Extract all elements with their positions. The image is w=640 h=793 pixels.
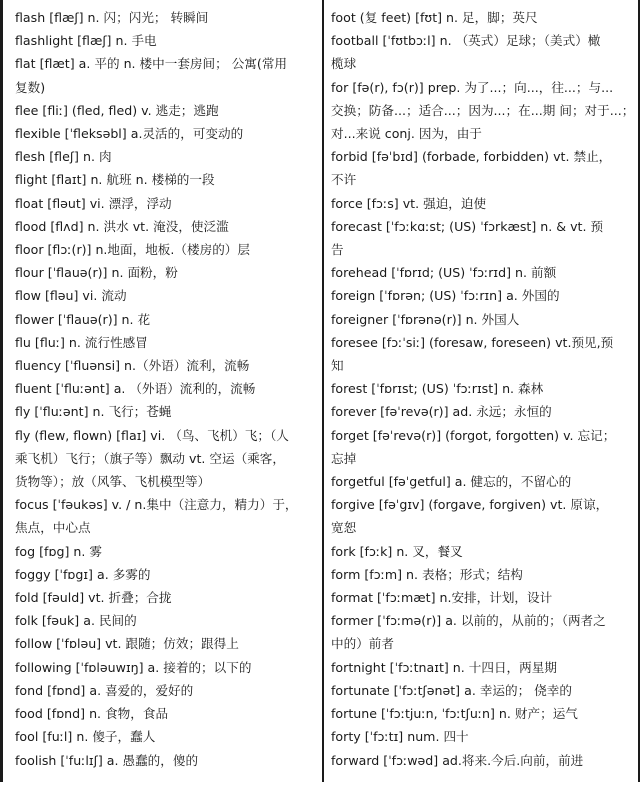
vocab-entry: [331, 308, 633, 331]
vocab-entry-line: fool [fuːl] n. 傻子，蠢人: [15, 729, 156, 745]
vocab-entry-line: folk [fəuk] a. 民间的: [15, 613, 137, 629]
vocab-entry-line: follow [ˈfɒləu] vt. 跟随；仿效；跟得上: [15, 636, 239, 652]
vocab-entry: [15, 6, 315, 29]
vocab-entry-line: fluency [ˈfluənsi] n.（外语）流利，流畅: [15, 358, 250, 374]
vocab-entry: [331, 470, 633, 493]
vocab-entry-line: 告: [331, 242, 344, 258]
vocab-entry-line: 焦点，中心点: [15, 520, 91, 536]
vocab-entry-line: flow [fləu] vi. 流动: [15, 288, 127, 304]
vocab-entry-line: forgetful [fəˈgetful] a. 健忘的，不留心的: [331, 474, 572, 490]
vocab-entry: [15, 540, 315, 563]
vocab-entry-line: fork [fɔːk] n. 叉，餐叉: [331, 543, 463, 559]
vocab-entry: [331, 725, 633, 748]
vocab-entry-line: form [fɔːm] n. 表格；形式；结构: [331, 566, 523, 582]
vocab-entry: [331, 6, 633, 29]
vocab-entry: [15, 238, 315, 261]
vocab-entry-line: forever [fəˈrevə(r)] ad. 永远；永恒的: [331, 404, 552, 420]
vocab-entry-line: forest [ˈfɒrɪst; (US) ˈfɔːrɪst] n. 森林: [331, 381, 544, 397]
vocab-entry: [15, 725, 315, 748]
vocab-entry: [331, 76, 633, 146]
vocab-entry-line: forget [fəˈrevə(r)] (forgot, forgotten) v. 忘记；: [331, 427, 616, 443]
vocab-entry: [15, 493, 315, 539]
vocab-entry: [331, 493, 633, 539]
vocab-entry: [15, 354, 315, 377]
vocab-entry: [15, 284, 315, 307]
vocab-entry-line: focus [ˈfəukəs] v. / n.集中（注意力，精力）于，: [15, 497, 298, 513]
vocab-entry: [331, 284, 633, 307]
vocab-entry-line: flesh [fleʃ] n. 肉: [15, 149, 112, 165]
vocab-entry-line: forehead [ˈfɒrɪd; (US) ˈfɔːrɪd] n. 前额: [331, 265, 557, 281]
vocab-entry-line: flu [fluː] n. 流行性感冒: [15, 334, 148, 350]
vocab-entry: [331, 540, 633, 563]
vocab-entry: [331, 377, 633, 400]
vocab-entry-line: flat [flæt] a. 平的 n. 楼中一套房间； 公寓(常用: [15, 56, 288, 72]
vocab-entry-line: flexible [ˈfleksəbl] a.灵活的，可变动的: [15, 126, 244, 142]
vocab-entry-line: fortnight [ˈfɔːtnaɪt] n. 十四日，两星期: [331, 659, 557, 675]
vocab-entry-line: football [ˈfʊtbɔːl] n. （英式）足球；（美式）橄: [331, 33, 601, 49]
vocab-entry-line: foggy [ˈfɒgɪ] a. 多雾的: [15, 566, 151, 582]
vocab-entry: [15, 609, 315, 632]
vocab-entry: [331, 331, 633, 377]
vocab-entry: [15, 192, 315, 215]
vocab-entry-line: foot (复 feet) [fʊt] n. 足，脚；英尺: [331, 10, 538, 25]
vocab-entry: [331, 400, 633, 423]
vocab-entry-line: forbid [fəˈbɪd] (forbade, forbidden) vt. 禁止，: [331, 149, 612, 165]
vocab-entry: [331, 679, 633, 702]
page-bottom: [0, 782, 640, 793]
vocab-entry-line: flight [flaɪt] n. 航班 n. 楼梯的一段: [15, 172, 215, 188]
vocab-entry-line: forward [ˈfɔːwəd] ad.将来.今后.向前，前进: [331, 752, 584, 768]
vocab-entry: [15, 679, 315, 702]
vocab-entry-line: flee [fliː] (fled, fled) v. 逃走；逃跑: [15, 102, 219, 118]
vocab-entry-line: floor [flɔː(r)] n.地面，地板.（楼房的）层: [15, 242, 250, 258]
vocab-entry: [331, 563, 633, 586]
vocab-entry: [15, 308, 315, 331]
vocab-entry-line: 中的）前者: [331, 636, 394, 652]
vocab-entry-line: foolish [ˈfuːlɪʃ] a. 愚蠢的，傻的: [15, 752, 199, 768]
vocab-entry-line: forgive [fəˈgɪv] (forgave, forgiven) vt. 原谅，: [331, 497, 609, 513]
vocab-entry: [15, 586, 315, 609]
vocab-entry: [15, 261, 315, 284]
vocab-entry: [15, 702, 315, 725]
vocab-entry: [15, 145, 315, 168]
vocab-entry-line: fortunate [ˈfɔːtʃənət] a. 幸运的； 侥幸的: [331, 682, 572, 698]
vocab-entry: [15, 215, 315, 238]
vocab-entry-line: format [ˈfɔːmæt] n.安排，计划，设计: [331, 590, 553, 606]
vocab-entry-line: fortune [ˈfɔːtjuːn, ˈfɔːtʃuːn] n. 财产；运气: [331, 706, 578, 722]
vocab-entry: [331, 192, 633, 215]
vocab-entry-line: 忘掉: [331, 450, 357, 466]
vocab-entry-line: foresee [fɔːˈsiː] (foresaw, foreseen) vt.预见,预: [331, 334, 614, 350]
vocab-entry-line: 交换；防备...；适合...；因为...；在...期 间；对于...；: [331, 102, 635, 118]
vocab-entry-line: flashlight [flæʃ] n. 手电: [15, 33, 157, 49]
column-divider: [322, 0, 324, 782]
vocab-entry: [331, 609, 633, 655]
vocab-entry-line: foreigner [ˈfɒrənə(r)] n. 外国人: [331, 311, 520, 327]
vocab-entry: [15, 331, 315, 354]
vocab-entry-line: 不许: [331, 172, 357, 188]
right-column: [331, 6, 633, 772]
vocab-entry: [15, 400, 315, 423]
vocab-entry-line: following [ˈfɒləuwɪŋ] a. 接着的；以下的: [15, 659, 252, 675]
vocab-entry: [15, 377, 315, 400]
vocab-entry-line: fog [fɒg] n. 雾: [15, 543, 102, 559]
vocab-entry: [15, 52, 315, 98]
vocab-entry-line: for [fə(r), fɔ(r)] prep. 为了...；向...，往...；与...: [331, 79, 614, 95]
vocab-entry-line: 复数): [15, 79, 46, 95]
vocab-entry: [331, 749, 633, 772]
vocab-entry-line: former [ˈfɔːmə(r)] a. 以前的，从前的；（两者之: [331, 613, 606, 629]
vocab-entry: [331, 702, 633, 725]
vocab-entry-line: flower [ˈflauə(r)] n. 花: [15, 311, 151, 327]
vocab-entry: [331, 29, 633, 75]
vocab-entry: [15, 632, 315, 655]
vocab-entry: [331, 656, 633, 679]
vocab-entry-line: 宽恕: [331, 520, 357, 536]
vocab-entry-line: 对...来说 conj. 因为，由于: [331, 126, 482, 142]
vocab-entry-line: flour [ˈflauə(r)] n. 面粉，粉: [15, 265, 178, 281]
vocab-entry-line: 货物等）；放（风筝、飞机模型等）: [15, 474, 211, 490]
vocab-entry-line: fold [fəuld] vt. 折叠；合拢: [15, 590, 172, 606]
vocab-entry: [331, 261, 633, 284]
vocab-entry-line: flood [flʌd] n. 洪水 vt. 淹没，使泛滥: [15, 218, 229, 234]
vocab-entry: [15, 656, 315, 679]
vocab-entry: [15, 424, 315, 494]
vocab-entry-line: float [fləut] vi. 漂浮，浮动: [15, 195, 172, 211]
vocab-entry-line: fond [fɒnd] a. 喜爱的，爱好的: [15, 682, 194, 698]
left-column: [15, 6, 315, 772]
vocab-entry-line: flash [flæʃ] n. 闪；闪光； 转瞬间: [15, 10, 209, 25]
vocab-entry: [15, 749, 315, 772]
vocab-entry: [15, 99, 315, 122]
vocab-entry: [15, 29, 315, 52]
vocab-entry: [331, 586, 633, 609]
vocab-entry-line: foreign [ˈfɒrən; (US) ˈfɔːrɪn] a. 外国的: [331, 288, 560, 304]
vocab-entry-line: forecast [ˈfɔːkɑːst; (US) ˈfɔrkæst] n. & vt. 预: [331, 218, 604, 234]
vocab-entry-line: fly (flew, flown) [flaɪ] vi. （鸟、飞机）飞；（人: [15, 427, 289, 443]
vocab-entry: [331, 424, 633, 470]
vocab-entry-line: force [fɔːs] vt. 强迫，迫使: [331, 195, 487, 211]
vocab-entry-line: fly [ˈfluːənt] n. 飞行；苍蝇: [15, 404, 172, 420]
vocab-entry: [15, 563, 315, 586]
vocab-entry-line: 乘飞机）飞行；（旗子等）飘动 vt. 空运（乘客，: [15, 450, 285, 466]
vocab-entry: [15, 168, 315, 191]
vocab-entry-line: forty [ˈfɔːtɪ] num. 四十: [331, 729, 469, 745]
vocab-entry: [15, 122, 315, 145]
vocab-entry-line: 知: [331, 358, 344, 374]
vocab-entry-line: food [fɒnd] n. 食物，食品: [15, 706, 169, 722]
vocab-entry: [331, 215, 633, 261]
vocab-entry: [331, 145, 633, 191]
vocab-entry-line: 榄球: [331, 56, 357, 72]
vocab-entry-line: fluent [ˈfluːənt] a. （外语）流利的，流畅: [15, 381, 256, 397]
